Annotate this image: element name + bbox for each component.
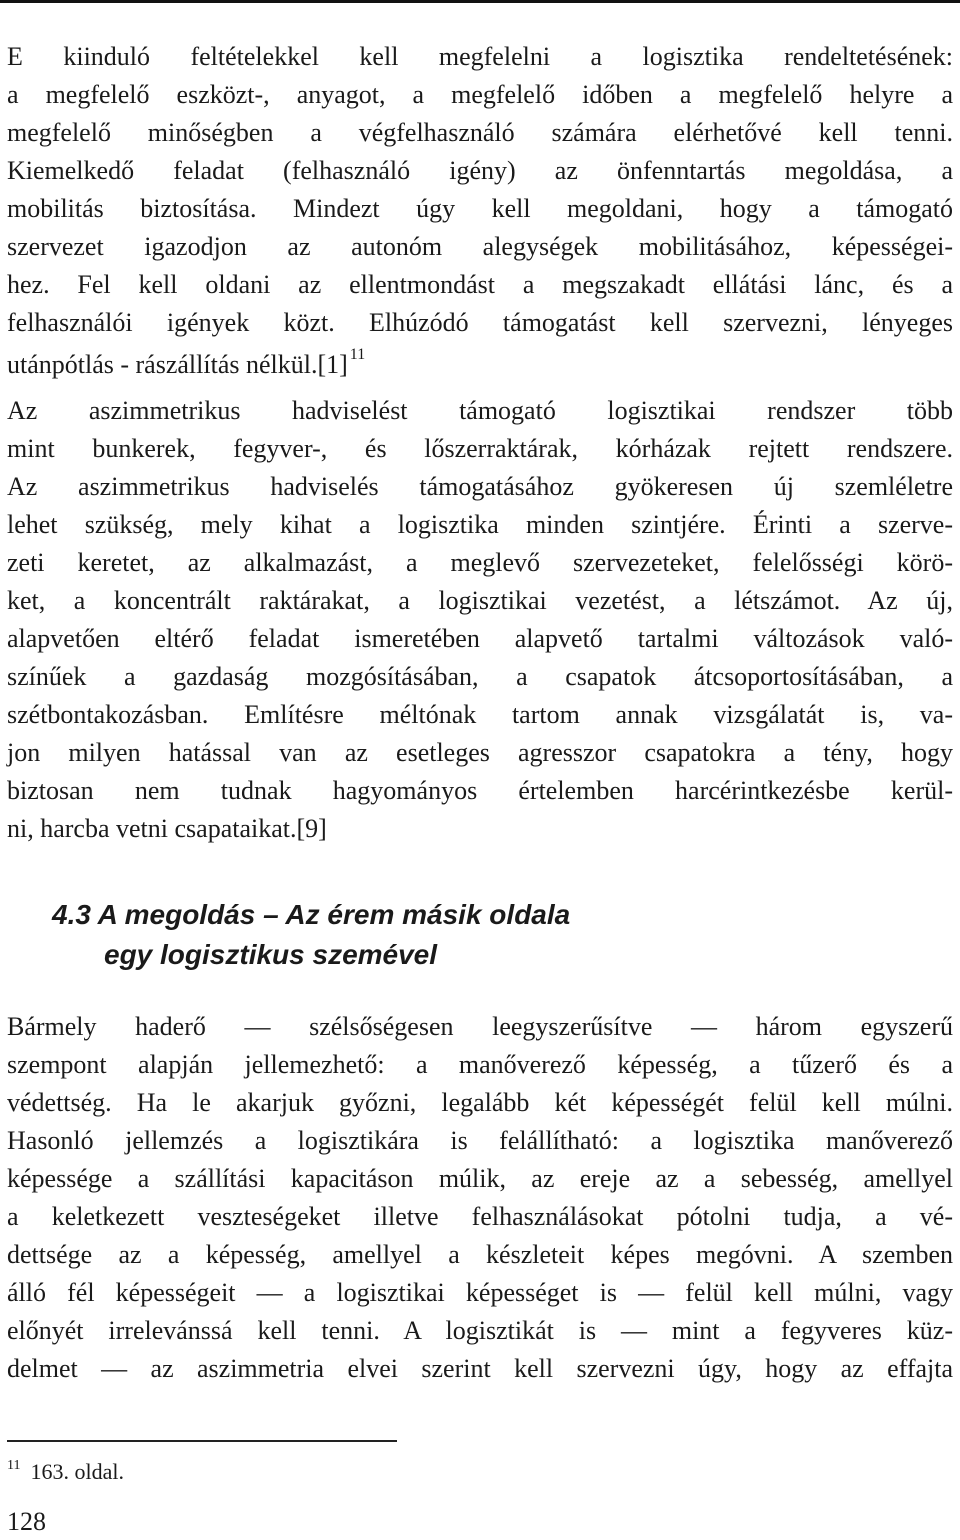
text-line: ni, harcba vetni csapataikat.[9] [7,814,327,843]
text-line: Bármely haderő — szélsőségesen leegyszerűsítve — három egyszerű [7,1012,953,1041]
text-line: Az aszimmetrikus hadviselést támogató logisztikai rendszer több [7,396,953,425]
text-line: álló fél képességeit — a logisztikai képességet is — felül kell múlni, vagy [7,1278,953,1307]
text-line: mint bunkerek, fegyver-, és lőszerraktárak, kórházak rejtett rendszere. [7,434,953,463]
footnote-text: 163. oldal. [30,1459,124,1484]
text-line: alapvetően eltérő feladat ismeretében alapvető tartalmi változások való- [7,624,953,653]
text-line: megfelelő minőségben a végfelhasználó számára elérhetővé kell tenni. [7,118,953,147]
text-line: szétbontakozásban. Említésre méltónak tartom annak vizsgálatát is, va- [7,700,953,729]
text-line: ket, a koncentrált raktárakat, a logisztikai vezetést, a létszámot. Az új, [7,586,953,615]
text-line: delmet — az aszimmetria elvei szerint kell szervezni úgy, hogy az effajta [7,1354,953,1383]
top-rule [0,0,960,3]
text-line: szervezet igazodjon az autonóm alegységek mobilitásához, képességei- [7,232,953,261]
text-line: előnyét irrelevánssá kell tenni. A logisztikát is — mint a fegyveres küz- [7,1316,953,1345]
text-line: dettsége az a képesség, amellyel a készleteit képes megóvni. A szemben [7,1240,953,1269]
section-heading-line: egy logisztikus szemével [104,939,438,970]
text-line: színűek a gazdaság mozgósításában, a csapatok átcsoportosításában, a [7,662,953,691]
footnote-marker: 11 [7,1458,21,1473]
text-line: a megfelelő eszközt-, anyagot, a megfelelő időben a megfelelő helyre a [7,80,953,109]
text-line: védettség. Ha le akarjuk győzni, legalább két képességét felül kell múlni. [7,1088,953,1117]
page-number: 128 [7,1507,46,1536]
text-line: Az aszimmetrikus hadviselés támogatásához gyökeresen új szemléletre [7,472,953,501]
text-line: képessége a szállítási kapacitáson múlik, az ereje az a sebesség, amellyel [7,1164,953,1193]
footnote-reference: 11 [349,346,366,363]
text-line: hez. Fel kell oldani az ellentmondást a megszakadt ellátási lánc, és a [7,270,953,299]
text-line: a keletkezett veszteségeket illetve felhasználásokat pótolni tudja, a vé- [7,1202,953,1231]
text-line: felhasználói igények közt. Elhúzódó támogatást kell szervezni, lényeges [7,308,953,337]
text-line-content: utánpótlás - rászállítás nélkül.[1] [7,350,348,379]
text-line: zeti keretet, az alkalmazást, a meglevő szervezeteket, felelősségi körö- [7,548,953,577]
footnote [7,1456,124,1492]
text-line: lehet szükség, mely kihat a logisztika minden szintjére. Érinti a szerve- [7,510,953,539]
text-line: Kiemelkedő feladat (felhasználó igény) az önfenntartás megoldása, a [7,156,953,185]
text-line: mobilitás biztosítása. Mindezt úgy kell megoldani, hogy a támogató [7,194,953,223]
text-line: Hasonló jellemzés a logisztikára is felállítható: a logisztika manőverező [7,1126,953,1155]
footnote-separator [7,1440,397,1442]
section-heading-line: 4.3 A megoldás – Az érem másik oldala [52,899,571,930]
text-line: szempont alapján jellemezhető: a manőverező képesség, a tűzerő és a [7,1050,953,1079]
text-line [7,346,953,384]
text-line: biztosan nem tudnak hagyományos értelemben harcérintkezésbe kerül- [7,776,953,805]
text-line: E kiinduló feltételekkel kell megfelelni a logisztika rendeltetésének: [7,42,953,71]
text-line: jon milyen hatással van az esetleges agresszor csapatokra a tény, hogy [7,738,953,767]
